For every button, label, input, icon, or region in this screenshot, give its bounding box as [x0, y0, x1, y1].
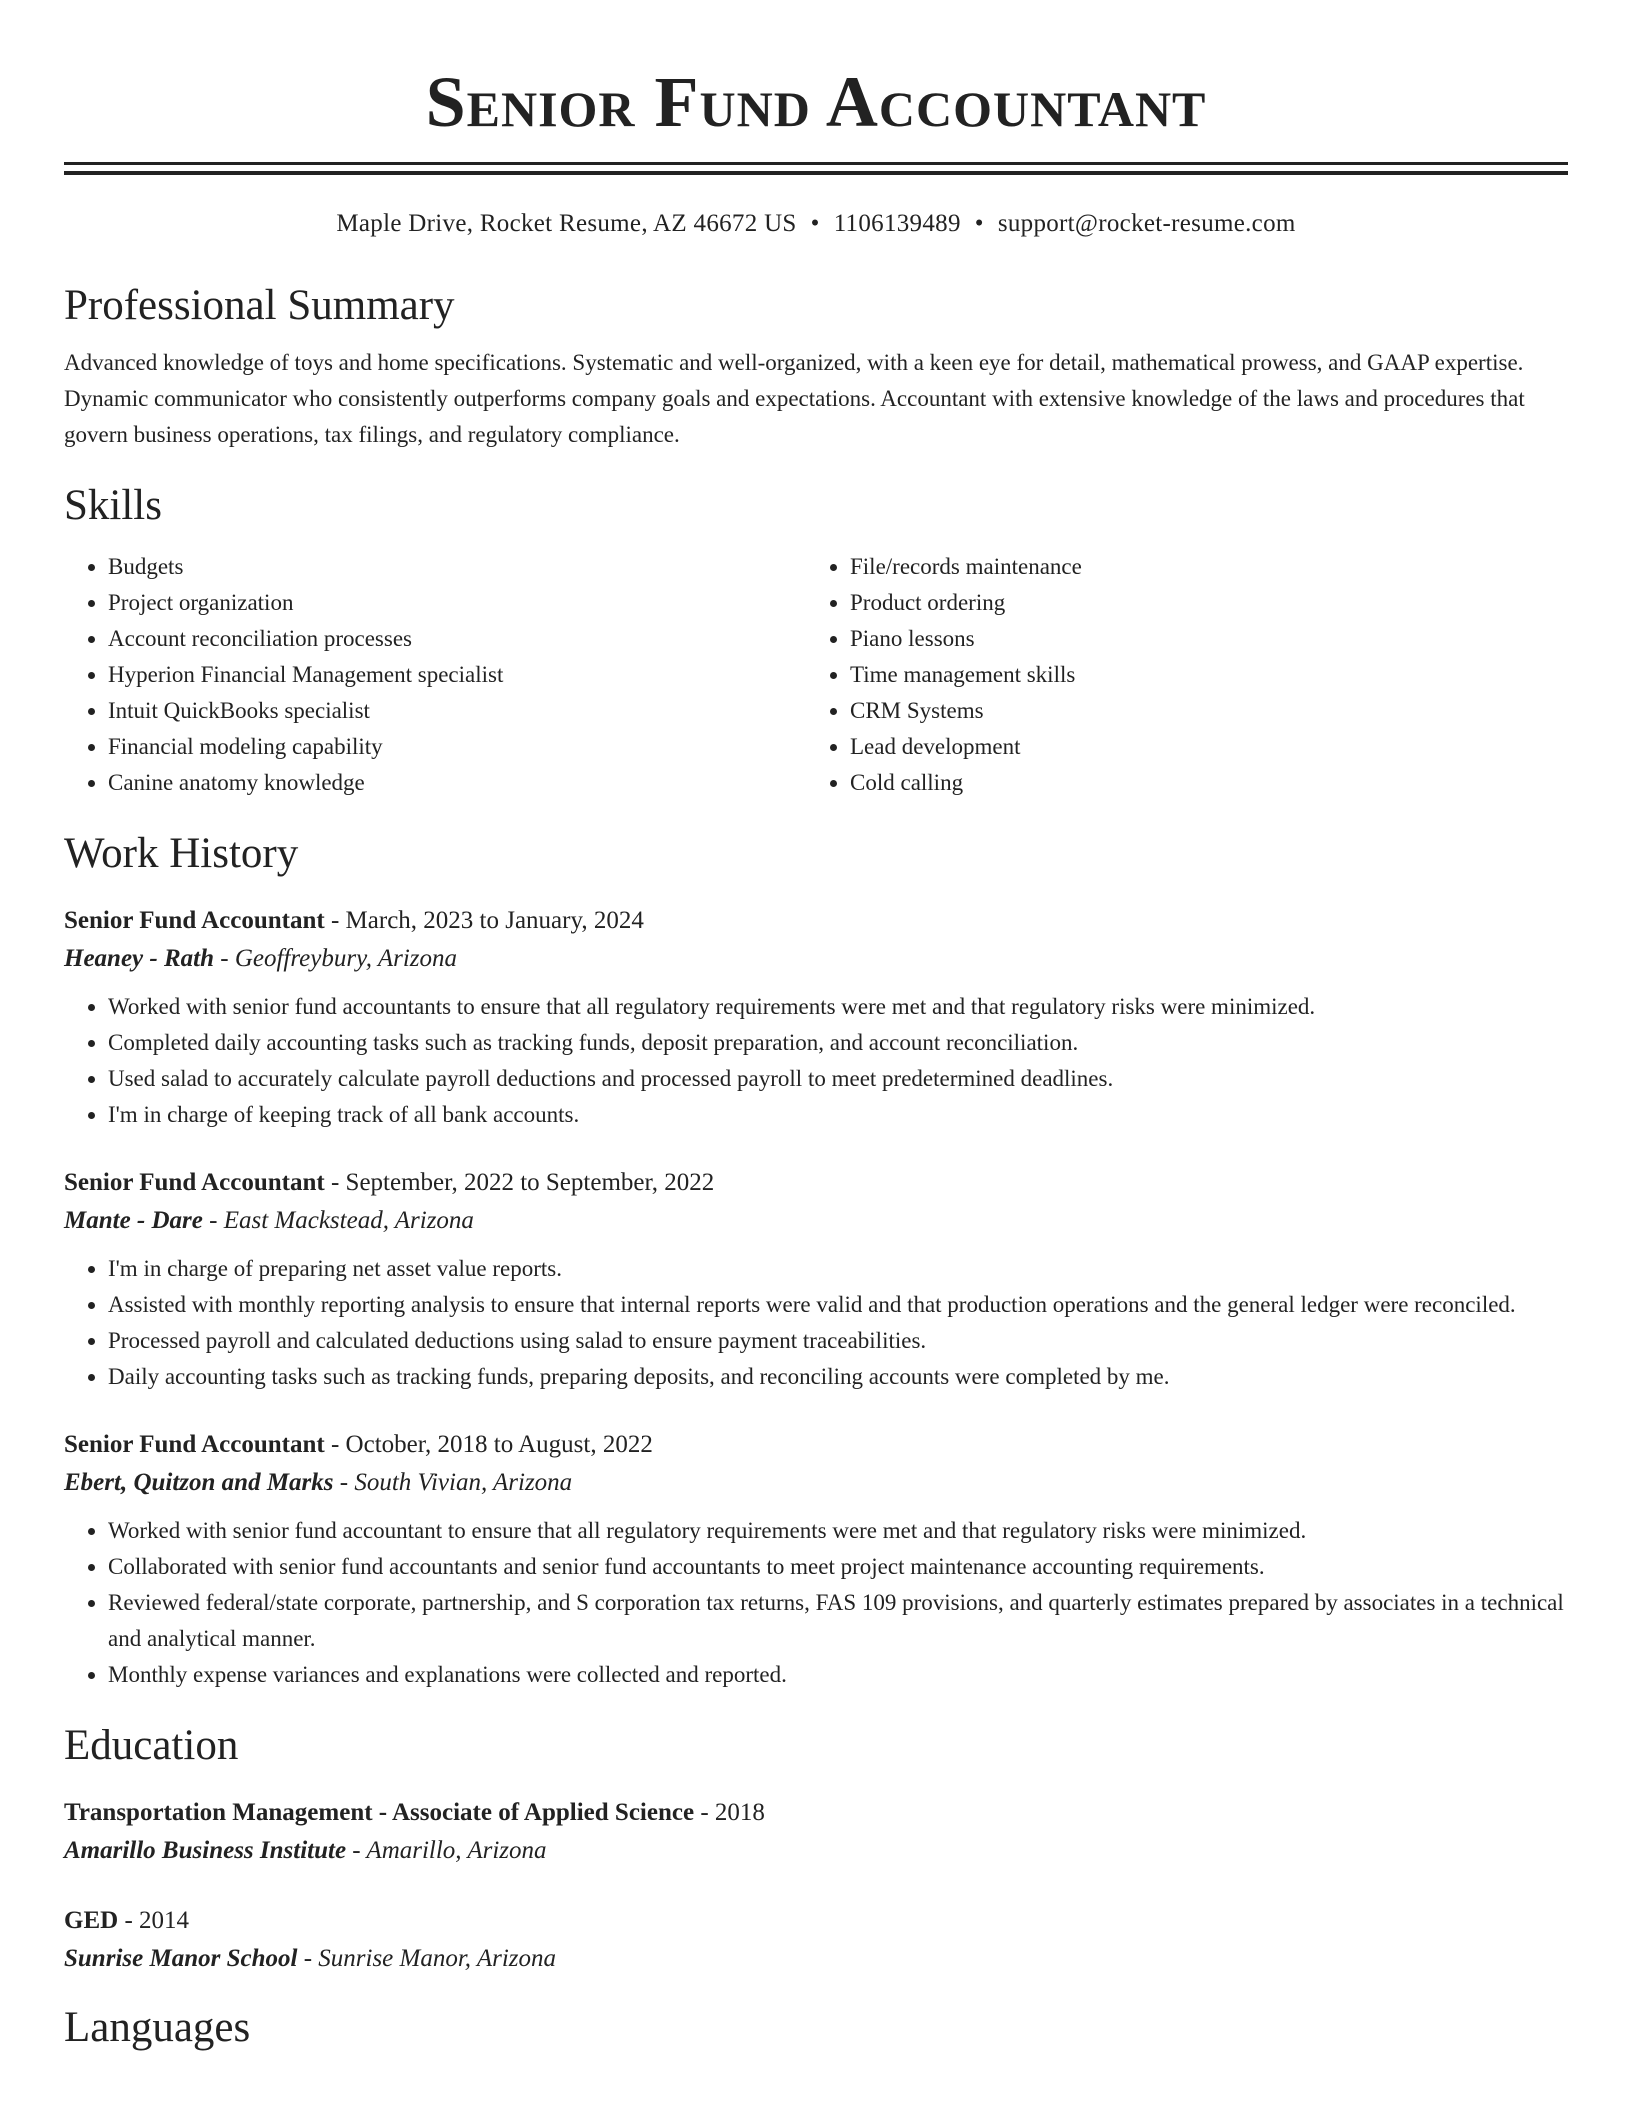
skill-item: • Project organization [108, 585, 806, 621]
title-rule-top [64, 162, 1568, 165]
skill-item: • Lead development [850, 729, 1548, 765]
job-bullets [64, 1513, 1568, 1693]
employer-location: - East Mackstead, Arizona [209, 1207, 474, 1234]
job-dates: - March, 2023 to January, 2024 [330, 907, 644, 934]
contact-line [64, 209, 1568, 239]
languages-heading: Languages [64, 2004, 251, 2051]
skill-item: • Cold calling [850, 765, 1548, 801]
employer-location: - Geoffreybury, Arizona [220, 945, 458, 972]
resume-page [64, 0, 1568, 2053]
skill-item: • CRM Systems [850, 693, 1548, 729]
job-bullet: • Collaborated with senior fund accountants and senior fund accountants to meet project maintenance accounting requirements. [108, 1549, 1568, 1585]
skills-columns [64, 549, 1568, 801]
job-title: Senior Fund Accountant [64, 907, 325, 934]
job-title-line [64, 1427, 1568, 1463]
job-bullets [64, 1251, 1568, 1395]
skills-list-left [64, 549, 806, 801]
degree-year: - 2014 [124, 1907, 190, 1934]
job-dates: - September, 2022 to September, 2022 [330, 1169, 715, 1196]
summary-heading: Professional Summary [64, 282, 455, 329]
employer-line [64, 939, 1568, 979]
title-rule-bottom [64, 171, 1568, 175]
job-bullet: • I'm in charge of preparing net asset value reports. [108, 1251, 1568, 1287]
contact-address: Maple Drive, Rocket Resume, AZ 46672 US [336, 210, 797, 237]
education-heading: Education [64, 1722, 239, 1769]
skill-item: • Account reconciliation processes [108, 621, 806, 657]
job-bullet: • Worked with senior fund accountants to ensure that all regulatory requirements were met and that regulatory risks were minimized. [108, 989, 1568, 1025]
degree-name: GED [64, 1907, 119, 1934]
school-line [64, 1831, 1568, 1871]
skill-item: • Hyperion Financial Management specialist [108, 657, 806, 693]
school-location: - Sunrise Manor, Arizona [303, 1945, 557, 1972]
job-bullet: • Reviewed federal/state corporate, partnership, and S corporation tax returns, FAS 109 provisions, and quarterly estimates prepared by associates in a technical and analytical manner. [108, 1585, 1568, 1657]
school-location: - Amarillo, Arizona [352, 1837, 547, 1864]
degree-year: - 2018 [700, 1799, 765, 1826]
work-history-heading: Work History [64, 830, 299, 877]
employer-line [64, 1463, 1568, 1503]
skills-heading: Skills [64, 482, 162, 529]
job-entry [64, 1427, 1568, 1693]
job-entry [64, 1165, 1568, 1395]
employer-line [64, 1201, 1568, 1241]
job-bullets [64, 989, 1568, 1133]
contact-email: support@rocket-resume.com [997, 210, 1296, 237]
job-bullet: • Worked with senior fund accountant to ensure that all regulatory requirements were met and that regulatory risks were minimized. [108, 1513, 1568, 1549]
job-bullet: • Monthly expense variances and explanations were collected and reported. [108, 1657, 1568, 1693]
skill-item: • Financial modeling capability [108, 729, 806, 765]
skill-item: • Canine anatomy knowledge [108, 765, 806, 801]
contact-separator: • [974, 210, 984, 237]
education-entry [64, 1795, 1568, 1871]
employer-location: - South Vivian, Arizona [339, 1469, 573, 1496]
job-title: Senior Fund Accountant [64, 1431, 325, 1458]
summary-text: Advanced knowledge of toys and home specifications. Systematic and well-organized, with a keen eye for detail, mathematical prowess, and GAAP expertise. Dynamic communicator who consistently outperforms company goals and expectations. Accountant with extensive knowledge of the laws and procedures that govern business operations, tax filings, and regulatory compliance. [64, 350, 1525, 447]
skill-item: • File/records maintenance [850, 549, 1548, 585]
school-name: Sunrise Manor School [64, 1945, 298, 1972]
job-title: Senior Fund Accountant [64, 1169, 325, 1196]
employer-name: Mante - Dare [64, 1207, 203, 1234]
skill-item: • Intuit QuickBooks specialist [108, 693, 806, 729]
job-bullet: • Daily accounting tasks such as tracking funds, preparing deposits, and reconciling accounts were completed by me. [108, 1359, 1568, 1395]
job-title-line [64, 1165, 1568, 1201]
job-bullet: • Processed payroll and calculated deductions using salad to ensure payment traceabilities. [108, 1323, 1568, 1359]
contact-phone: 1106139489 [833, 210, 961, 237]
skill-item: • Time management skills [850, 657, 1548, 693]
job-dates: - October, 2018 to August, 2022 [330, 1431, 653, 1458]
job-bullet: • I'm in charge of keeping track of all bank accounts. [108, 1097, 1568, 1133]
job-bullet: • Assisted with monthly reporting analysis to ensure that internal reports were valid and that production operations and the general ledger were reconciled. [108, 1287, 1568, 1323]
skills-list-right [806, 549, 1548, 801]
degree-line [64, 1903, 1568, 1939]
employer-name: Ebert, Quitzon and Marks [64, 1469, 334, 1496]
degree-line [64, 1795, 1568, 1831]
job-bullet: • Completed daily accounting tasks such as tracking funds, deposit preparation, and account reconciliation. [108, 1025, 1568, 1061]
skill-item: • Budgets [108, 549, 806, 585]
job-bullet: • Used salad to accurately calculate payroll deductions and processed payroll to meet predetermined deadlines. [108, 1061, 1568, 1097]
employer-name: Heaney - Rath [64, 945, 214, 972]
school-line [64, 1939, 1568, 1979]
education-entry [64, 1903, 1568, 1979]
resume-title: Senior Fund Accountant [425, 62, 1207, 142]
skill-item: • Product ordering [850, 585, 1548, 621]
school-name: Amarillo Business Institute [64, 1837, 347, 1864]
job-entry [64, 903, 1568, 1133]
job-title-line [64, 903, 1568, 939]
degree-name: Transportation Management - Associate of Applied Science [64, 1799, 695, 1826]
contact-separator: • [810, 210, 820, 237]
skill-item: • Piano lessons [850, 621, 1548, 657]
